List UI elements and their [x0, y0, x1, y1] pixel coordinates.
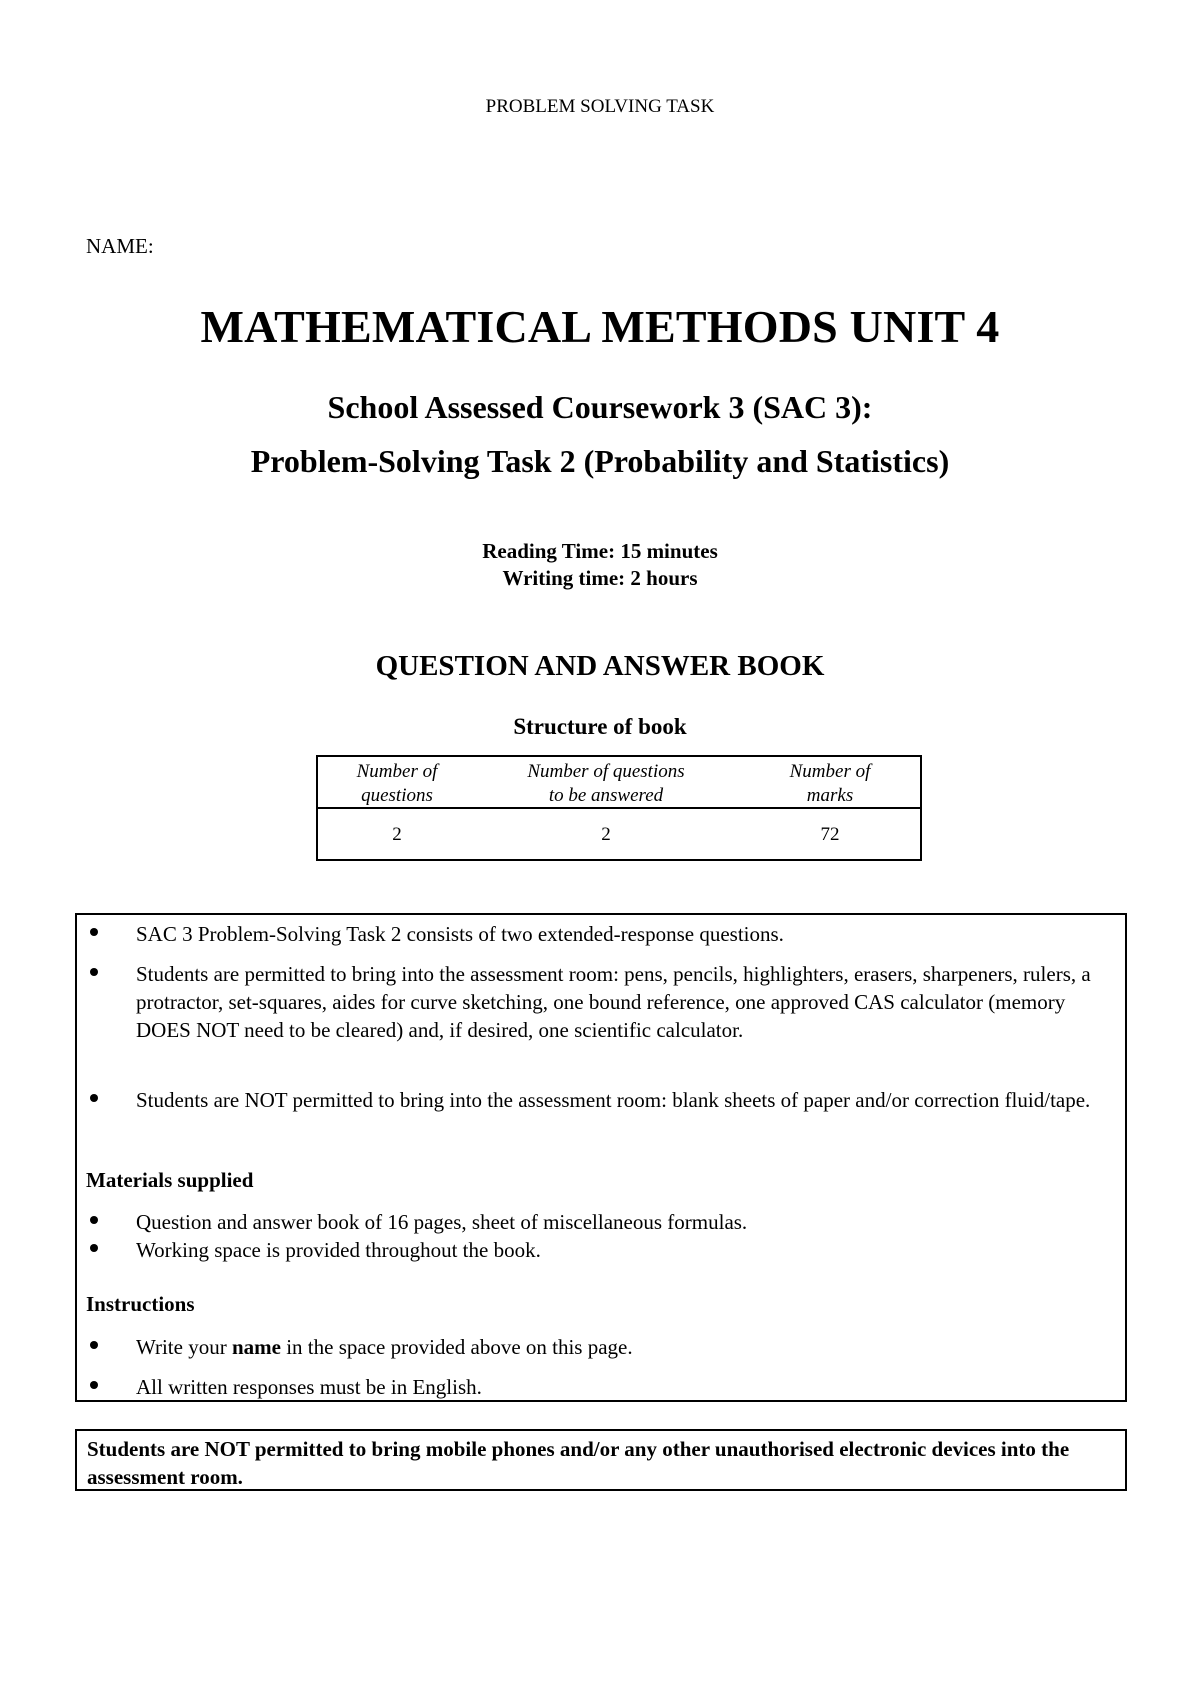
reading-time: Reading Time: 15 minutes	[482, 539, 718, 563]
bullet-icon	[90, 1216, 98, 1224]
materials-item-2: Working space is provided throughout the book.	[136, 1238, 541, 1262]
header-number-of-marks: Number of marks	[789, 761, 871, 806]
header-questions-to-answer: Number of questions to be answered	[527, 761, 685, 806]
value-questions-to-answer: 2	[601, 824, 611, 845]
bullet-icon	[90, 1094, 98, 1102]
instructions-heading: Instructions	[86, 1292, 195, 1316]
general-bullet-1: SAC 3 Problem-Solving Task 2 consists of two extended-response questions.	[136, 922, 784, 946]
writing-time: Writing time: 2 hours	[502, 566, 698, 590]
instructions-item-1-post: in the space provided above on this page.	[280, 1335, 633, 1359]
materials-item-1: Question and answer book of 16 pages, sheet of miscellaneous formulas.	[136, 1210, 748, 1234]
warning-text: Students are NOT permitted to bring mobile phones and/or any other unauthorised electronic devices into the assessment room.	[87, 1437, 1070, 1489]
name-label: NAME:	[86, 234, 154, 258]
subtitle-line-2: Problem-Solving Task 2 (Probability and Statistics)	[250, 443, 950, 479]
structure-table	[316, 755, 922, 861]
bullet-icon	[90, 1381, 98, 1389]
structure-title: Structure of book	[513, 714, 687, 739]
instructions-item-2: All written responses must be in English.	[136, 1375, 482, 1399]
bullet-icon	[90, 928, 98, 936]
general-bullet-3: Students are NOT permitted to bring into the assessment room: blank sheets of paper and/or correction fluid/tape.	[136, 1088, 1091, 1112]
document-title: MATHEMATICAL METHODS UNIT 4	[200, 301, 1000, 352]
instructions-item-1	[136, 1333, 1096, 1361]
question-answer-book-title: QUESTION AND ANSWER BOOK	[375, 650, 825, 682]
header-number-of-questions: Number of questions	[356, 761, 438, 806]
instructions-item-1-pre: Write your	[136, 1335, 232, 1359]
subtitle-line-1: School Assessed Coursework 3 (SAC 3):	[327, 389, 873, 425]
instructions-item-1-bold: name	[231, 1335, 281, 1359]
warning-box	[75, 1429, 1127, 1491]
general-bullet-2: Students are permitted to bring into the assessment room: pens, pencils, highlighters, erasers, sharpeners, rulers, a protractor, set-squares, aides for curve sketching, one bound reference, one approved CAS calculator (memory DOES NOT need to be cleared) and, if desired, one scientific calculator.	[136, 962, 1091, 1042]
bullet-icon	[90, 968, 98, 976]
page-header: PROBLEM SOLVING TASK	[485, 96, 715, 117]
bullet-icon	[90, 1244, 98, 1252]
bullet-icon	[90, 1341, 98, 1349]
structure-table-header-row	[318, 757, 920, 809]
value-number-of-marks: 72	[820, 824, 840, 845]
materials-heading: Materials supplied	[86, 1168, 254, 1192]
value-number-of-questions: 2	[392, 824, 402, 845]
